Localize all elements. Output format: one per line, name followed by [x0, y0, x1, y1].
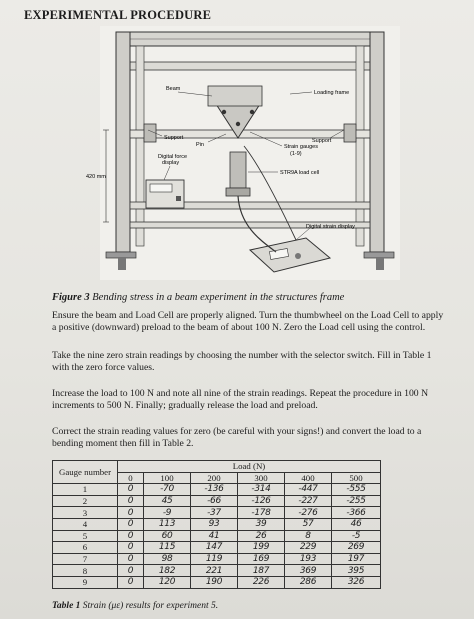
label-support-right: Support: [312, 138, 332, 144]
strain-cell: 369: [285, 565, 332, 577]
gauge-cell: 3: [53, 507, 118, 519]
strain-cell: 226: [238, 576, 285, 588]
strain-cell: 169: [238, 553, 285, 565]
strain-cell: 120: [144, 576, 191, 588]
strain-cell: -9: [144, 507, 191, 519]
strain-cell: 0: [118, 518, 144, 530]
strain-cell: -276: [285, 507, 332, 519]
label-strain-gauges-sub: (1-9): [290, 151, 302, 157]
strain-cell: -178: [238, 507, 285, 519]
load-col-header: 200: [191, 472, 238, 484]
strain-cell: 119: [191, 553, 238, 565]
strain-cell: 0: [118, 484, 144, 496]
label-support-left: Support: [164, 135, 184, 141]
strain-cell: 8: [285, 530, 332, 542]
figure-caption: [52, 292, 344, 303]
strain-cell: 60: [144, 530, 191, 542]
load-col-header: 300: [238, 472, 285, 484]
strain-cell: 187: [238, 565, 285, 577]
label-loading-frame: Loading frame: [314, 90, 350, 96]
gauge-cell: 6: [53, 542, 118, 554]
strain-cell: 57: [285, 518, 332, 530]
strain-cell: 0: [118, 576, 144, 588]
strain-cell: -37: [191, 507, 238, 519]
table-row: [53, 576, 381, 588]
strain-cell: 0: [118, 542, 144, 554]
strain-cell: 221: [191, 565, 238, 577]
label-digital-force-2: display: [162, 160, 180, 166]
gauge-cell: 9: [53, 576, 118, 588]
strain-cell: -5: [332, 530, 381, 542]
strain-cell: 395: [332, 565, 381, 577]
strain-cell: 113: [144, 518, 191, 530]
gauge-cell: 2: [53, 495, 118, 507]
strain-cell: -555: [332, 484, 381, 496]
paragraph-3: Increase the load to 100 N and note all nine of the strain readings. Repeat the procedure in 100 N increments to 500 N. Finally; gradually release the load and preload.: [52, 388, 429, 412]
table-caption-text: Strain (με) results for experiment 5.: [82, 601, 219, 611]
apparatus-figure: [86, 26, 400, 280]
table-row: [53, 553, 381, 565]
gauge-cell: 1: [53, 484, 118, 496]
gauge-number-header: Gauge number: [53, 461, 118, 484]
load-col-header: 0: [118, 472, 144, 484]
label-dimension: 420 mm: [86, 174, 106, 180]
strain-cell: -314: [238, 484, 285, 496]
table-row: [53, 565, 381, 577]
figure-caption-label: Figure 3: [52, 292, 90, 303]
label-digital-force-1: Digital force: [158, 154, 188, 160]
gauge-cell: 7: [53, 553, 118, 565]
strain-cell: 286: [285, 576, 332, 588]
label-beam: Beam: [166, 86, 181, 92]
label-pin: Pin: [196, 142, 204, 148]
strain-cell: 93: [191, 518, 238, 530]
strain-cell: -126: [238, 495, 285, 507]
paragraph-4: Correct the strain reading values for zero (be careful with your signs!) and convert the load to a bending moment then fill in Table 2.: [52, 426, 422, 450]
strain-cell: 115: [144, 542, 191, 554]
strain-cell: -227: [285, 495, 332, 507]
strain-cell: 326: [332, 576, 381, 588]
strain-cell: -447: [285, 484, 332, 496]
strain-cell: 0: [118, 530, 144, 542]
strain-cell: 190: [191, 576, 238, 588]
table-row: [53, 484, 381, 496]
strain-cell: -366: [332, 507, 381, 519]
strain-cell: 26: [238, 530, 285, 542]
table-row: [53, 507, 381, 519]
strain-cell: 0: [118, 553, 144, 565]
strain-cell: 39: [238, 518, 285, 530]
load-col-header: 100: [144, 472, 191, 484]
strain-cell: 0: [118, 565, 144, 577]
strain-cell: 46: [332, 518, 381, 530]
table-row: [53, 518, 381, 530]
label-strain-gauges: Strain gauges: [284, 144, 318, 150]
gauge-cell: 5: [53, 530, 118, 542]
strain-cell: -66: [191, 495, 238, 507]
gauge-cell: 8: [53, 565, 118, 577]
load-header: Load (N): [118, 461, 381, 473]
strain-cell: -70: [144, 484, 191, 496]
label-digital-strain-display: Digital strain display: [306, 224, 355, 230]
table-row: [53, 495, 381, 507]
paragraph-2: Take the nine zero strain readings by choosing the number with the selector switch. Fill in Table 1 with the zero force values.: [52, 350, 432, 374]
strain-cell: 45: [144, 495, 191, 507]
table-row: [53, 542, 381, 554]
strain-cell: -255: [332, 495, 381, 507]
strain-cell: 41: [191, 530, 238, 542]
strain-results-table: [52, 460, 381, 589]
label-load-cell: STR9A load cell: [280, 170, 320, 176]
table-row: [53, 530, 381, 542]
strain-cell: -136: [191, 484, 238, 496]
section-heading: EXPERIMENTAL PROCEDURE: [24, 8, 212, 22]
load-col-header: 500: [332, 472, 381, 484]
strain-cell: 197: [332, 553, 381, 565]
strain-cell: 0: [118, 507, 144, 519]
strain-cell: 182: [144, 565, 191, 577]
strain-cell: 229: [285, 542, 332, 554]
strain-cell: 199: [238, 542, 285, 554]
paragraph-1: Ensure the beam and Load Cell are properly aligned. Turn the thumbwheel on the Load Cell to apply a positive (downward) preload to the beam of about 100 N. Zero the Load cell using the control.: [52, 310, 444, 334]
table-caption-label: Table 1: [52, 601, 81, 611]
strain-cell: 98: [144, 553, 191, 565]
gauge-cell: 4: [53, 518, 118, 530]
strain-cell: 193: [285, 553, 332, 565]
strain-cell: 0: [118, 495, 144, 507]
table-caption: [52, 601, 218, 611]
load-col-header: 400: [285, 472, 332, 484]
figure-caption-text: Bending stress in a beam experiment in the structures frame: [92, 292, 345, 303]
strain-cell: 269: [332, 542, 381, 554]
strain-cell: 147: [191, 542, 238, 554]
